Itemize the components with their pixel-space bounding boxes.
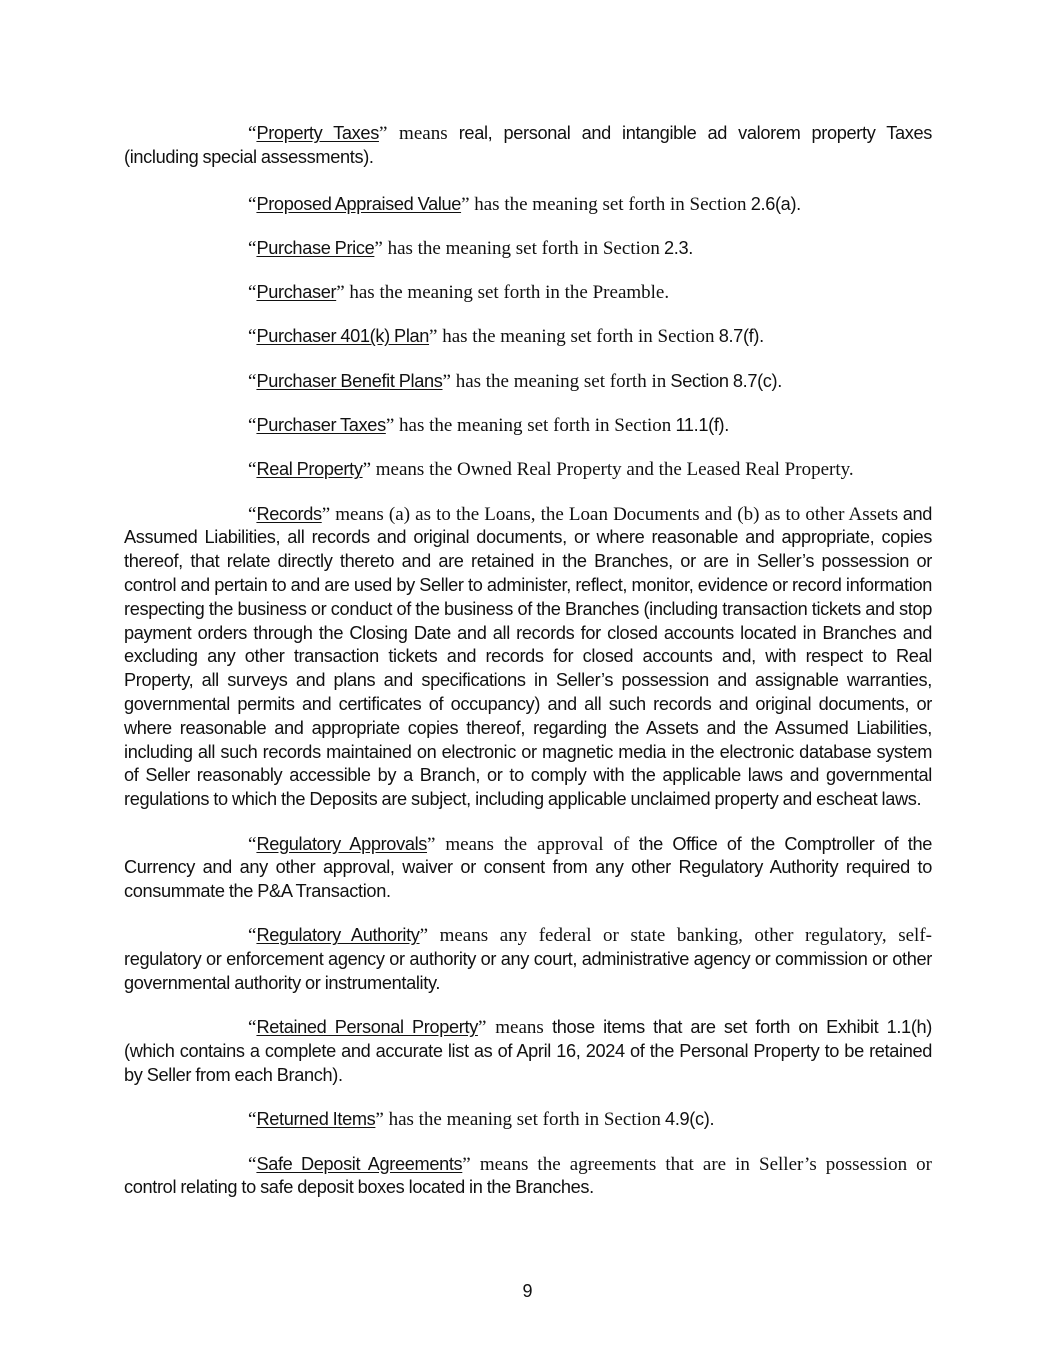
definition-purchaser-401k-plan: “Purchaser 401(k) Plan” has the meaning set forth in Section 8.7(f).: [248, 326, 764, 348]
defined-term: Purchaser Benefit Plans: [256, 370, 443, 391]
defined-term: Purchaser 401(k) Plan: [256, 326, 430, 347]
definition-regulatory-authority: “Regulatory Authority” means any federal or state banking, other regulatory, self-regulatory or enforcement agency or authority or any court, administrative agency or commission or other governmental authority or instrumentality.: [124, 925, 932, 994]
defined-term: Proposed Appraised Value: [256, 193, 462, 214]
defined-term: Regulatory Authority: [256, 925, 420, 946]
defined-term: Purchaser: [256, 282, 337, 303]
definition-safe-deposit-agreements: “Safe Deposit Agreements” means the agreements that are in Seller’s possession or control relating to safe deposit boxes located in the Branches.: [124, 1153, 932, 1198]
definition-retained-personal-property: “Retained Personal Property” means those items that are set forth on Exhibit 1.1(h) (which contains a complete and accurate list as of April 16, 2024 of the Personal Property to be retained by Seller from each Branch).: [124, 1017, 932, 1085]
defined-term: Purchaser Taxes: [256, 415, 386, 436]
definition-records: “Records” means (a) as to the Loans, the Loan Documents and (b) as to other Assets and Assumed Liabilities, all records and original documents, or where reasonable and appropriate, copies thereof, that relate directly thereto and are retained in the Branches, or are in Seller’s possession or control and pertain to and are used by Seller to administer, reflect, monitor, evidence or record information respecting the business or conduct of the business of the Branches (including transaction tickets and stop payment orders through the Closing Date and all records for closed accounts located in Branches and excluding any other transaction tickets and records for closed accounts and, with respect to Real Property, all surveys and plans and specifications in Seller’s possession and assignable warranties, governmental permits and certificates of occupancy) and all such records and original documents, or where reasonable and appropriate copies thereof, regarding the Assets and the Assumed Liabilities, including all such records maintained on electronic or magnetic media in the electronic database system of Seller reasonably accessible by a Branch, or to comply with the applicable laws and governmental regulations to which the Deposits are subject, including applicable unclaimed property and escheat laws.: [124, 503, 933, 810]
defined-term: Property Taxes: [256, 123, 379, 143]
definition-purchaser-taxes: “Purchaser Taxes” has the meaning set forth in Section 11.1(f).: [248, 415, 729, 437]
page-number: 9: [522, 1281, 533, 1301]
definition-property-taxes: “Property Taxes” means real, personal and intangible ad valorem property Taxes (including special assessments).: [124, 123, 932, 167]
defined-term: Records: [256, 503, 322, 524]
definition-proposed-appraised-value: “Proposed Appraised Value” has the meaning set forth in Section 2.6(a).: [248, 193, 801, 215]
definition-purchaser: “Purchaser” has the meaning set forth in the Preamble.: [248, 282, 670, 304]
defined-term: Retained Personal Property: [256, 1017, 478, 1038]
document-page: [124, 122, 932, 1200]
defined-term: Safe Deposit Agreements: [256, 1153, 463, 1174]
definition-real-property: “Real Property” means the Owned Real Property and the Leased Real Property.: [248, 459, 854, 481]
defined-term: Regulatory Approvals: [256, 833, 428, 854]
defined-term: Real Property: [256, 459, 363, 480]
defined-term: Returned Items: [256, 1109, 376, 1130]
definition-purchase-price: “Purchase Price” has the meaning set forth in Section 2.3.: [248, 237, 693, 259]
definition-purchaser-benefit-plans: “Purchaser Benefit Plans” has the meaning set forth in Section 8.7(c).: [248, 370, 782, 392]
defined-term: Purchase Price: [256, 237, 375, 258]
definition-returned-items: “Returned Items” has the meaning set forth in Section 4.9(c).: [248, 1109, 715, 1131]
definition-regulatory-approvals: “Regulatory Approvals” means the approval of the Office of the Comptroller of the Currency and any other approval, waiver or consent from any other Regulatory Authority required to consummate the P&A Transaction.: [124, 833, 932, 902]
